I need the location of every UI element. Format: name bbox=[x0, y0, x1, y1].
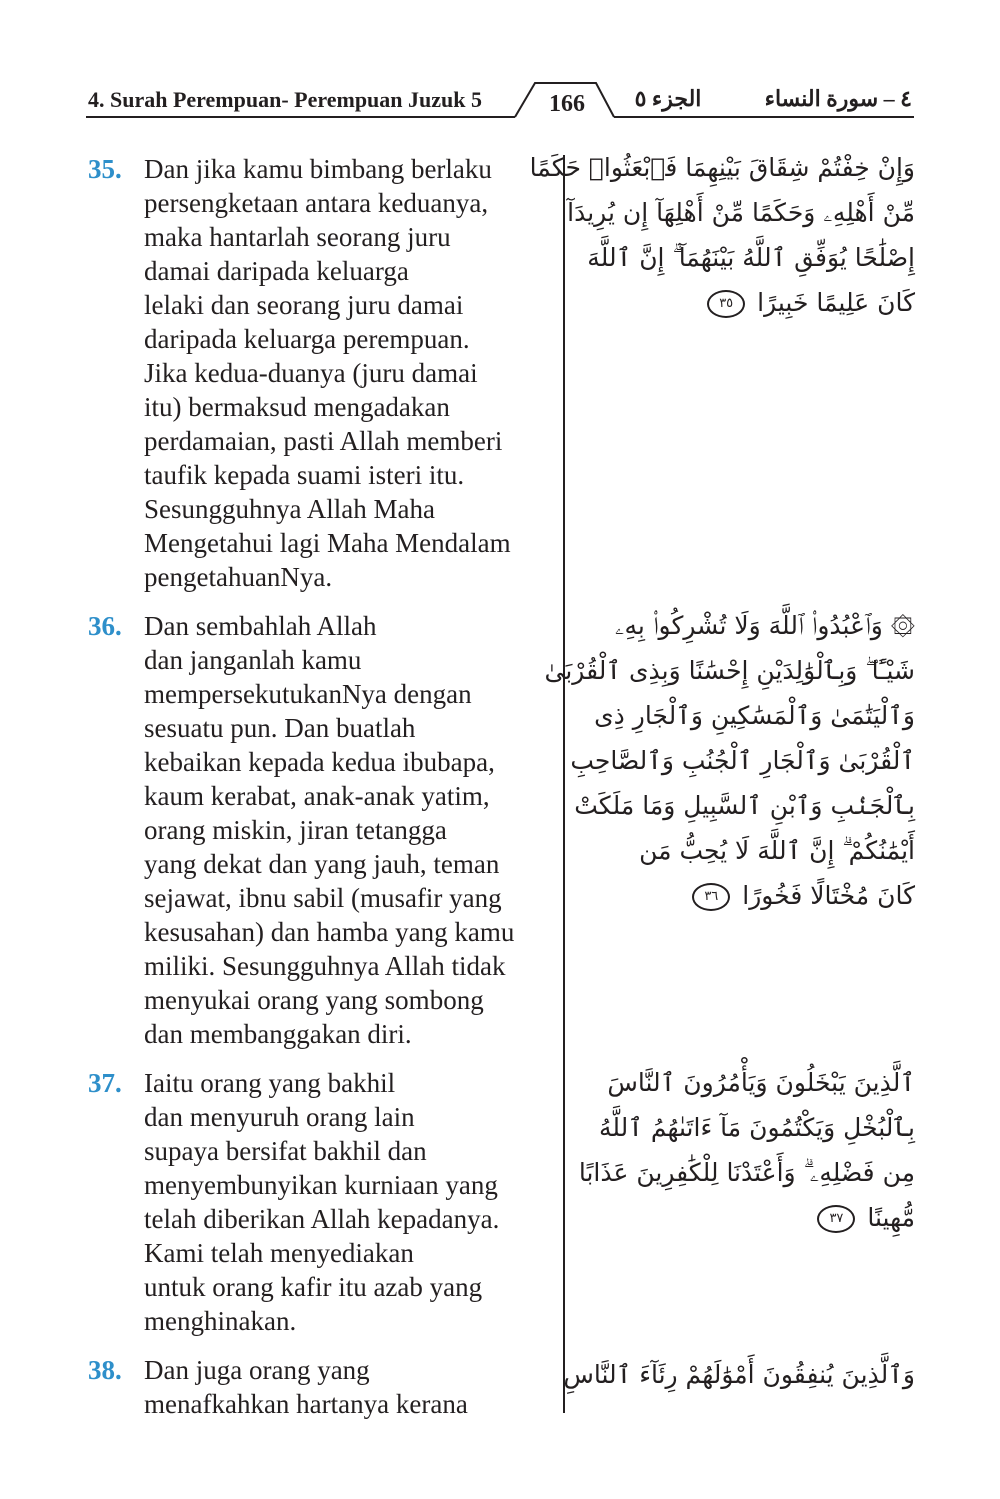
arabic-line: مِن فَضْلِهِۦ ۗ وَأَعْتَدْنَا لِلْكَٰفِرِينَ عَذَابًا bbox=[578, 1158, 915, 1187]
arabic-line-last bbox=[585, 280, 915, 325]
surah-title-malay: 4. Surah Perempuan- Perempuan Juzuk 5 bbox=[88, 87, 483, 112]
verse-number: 36. bbox=[88, 611, 122, 641]
arabic-verse bbox=[529, 145, 915, 325]
verse-translation bbox=[88, 609, 560, 1051]
column-divider bbox=[563, 155, 565, 1413]
arabic-line: ٱلَّذِينَ يَبْخَلُونَ وَيَأْمُرُونَ ٱلنَّاسَ bbox=[607, 1068, 915, 1097]
arabic-verse bbox=[563, 1352, 915, 1397]
arabic-line: وَٱلْيَتَٰمَىٰ وَٱلْمَسَٰكِينِ وَٱلْجَارِ ذِى bbox=[594, 701, 915, 730]
arabic-line: بِٱلْبُخْلِ وَيَكْتُمُونَ مَآ ءَاتَىٰهُمُ ٱللَّهُ bbox=[598, 1113, 915, 1142]
verse-translation bbox=[88, 1353, 560, 1421]
translation-text: Iaitu orang yang bakhil dan menyuruh orang lain supaya bersifat bakhil dan menyembunyikan kurniaan yang telah diberikan Allah kepadanya. Kami telah menyediakan untuk orang kafir itu azab yang menghinakan. bbox=[144, 1068, 500, 1336]
arabic-line: مِّنْ أَهْلِهِۦ وَحَكَمًا مِّنْ أَهْلِهَآ إِن يُرِيدَآ bbox=[567, 198, 915, 227]
arabic-line: أَيْمَٰنُكُمْ ۗ إِنَّ ٱللَّهَ لَا يُحِبُّ مَن bbox=[639, 836, 915, 865]
arabic-line-last bbox=[585, 1195, 915, 1240]
verse-translation bbox=[88, 152, 560, 594]
arabic-line: ٱلْقُرْبَىٰ وَٱلْجَارِ ٱلْجُنُبِ وَٱلصَّاحِبِ bbox=[570, 746, 915, 775]
arabic-line: بِٱلْجَنۢبِ وَٱبْنِ ٱلسَّبِيلِ وَمَا مَلَكَتْ bbox=[574, 791, 915, 820]
page-number: 166 bbox=[549, 91, 585, 117]
arabic-line: وَإِنْ خِفْتُمْ شِقَاقَ بَيْنِهِمَا فَٱبْعَثُوا۟ حَكَمًا bbox=[529, 153, 915, 182]
juz-label-arabic: الجزء ٥ bbox=[634, 86, 702, 111]
arabic-line: شَيْـًٔا ۖ وَبِٱلْوَٰلِدَيْنِ إِحْسَٰنًا وَبِذِى ٱلْقُرْبَىٰ bbox=[544, 656, 915, 685]
ayah-end-marker-icon: ٣٦ bbox=[692, 883, 730, 911]
arabic-line: إِصْلَٰحًا يُوَفِّقِ ٱللَّهُ بَيْنَهُمَآ ۗ إِنَّ ٱللَّهَ bbox=[587, 243, 915, 272]
translation-text: Dan juga orang yang menafkahkan hartanya kerana bbox=[144, 1355, 468, 1419]
verse-number: 38. bbox=[88, 1355, 122, 1385]
ayah-end-marker-icon: ٣٥ bbox=[707, 290, 745, 318]
arabic-line-text: كَانَ مُخْتَالًا فَخُورًا bbox=[742, 881, 915, 910]
arabic-line: وَٱلَّذِينَ يُنفِقُونَ أَمْوَٰلَهُمْ رِئَآءَ ٱلنَّاسِ bbox=[563, 1360, 915, 1389]
surah-title-arabic: ٤ – سورة النساء bbox=[764, 86, 912, 111]
arabic-verse bbox=[544, 603, 915, 918]
verse-translation bbox=[88, 1066, 560, 1338]
translation-text: Dan sembahlah Allah dan janganlah kamu mempersekutukanNya dengan sesuatu pun. Dan buatlah kebaikan kepada kedua ibubapa, kaum kerabat, anak-anak yatim, orang miskin, jiran tetangga yang dekat dan yang jauh, teman sejawat, ibnu sabil (musafir yang kesusahan) dan hamba yang kamu miliki. Sesungguhnya Allah tidak menyukai orang yang sombong dan membanggakan diri. bbox=[144, 611, 515, 1049]
verse-number: 35. bbox=[88, 154, 122, 184]
page-header bbox=[0, 0, 1000, 130]
arabic-line-text: مُّهِينًا bbox=[867, 1203, 915, 1232]
ayah-end-marker-icon: ٣٧ bbox=[817, 1205, 855, 1233]
arabic-line: ۞ وَٱعْبُدُوا۟ ٱللَّهَ وَلَا تُشْرِكُوا۟ بِهِۦ bbox=[615, 611, 915, 640]
arabic-line-text: كَانَ عَلِيمًا خَبِيرًا bbox=[757, 288, 915, 317]
arabic-verse bbox=[578, 1060, 915, 1240]
arabic-line-last bbox=[585, 873, 915, 918]
verse-number: 37. bbox=[88, 1068, 122, 1098]
translation-text: Dan jika kamu bimbang berlaku persengketaan antara keduanya, maka hantarlah seorang juru damai daripada keluarga lelaki dan seorang juru damai daripada keluarga perempuan. Jika kedua-duanya (juru damai itu) bermaksud mengadakan perdamaian, pasti Allah memberi taufik kepada suami isteri itu. Sesungguhnya Allah Maha Mengetahui lagi Maha Mendalam pengetahuanNya. bbox=[144, 154, 511, 592]
